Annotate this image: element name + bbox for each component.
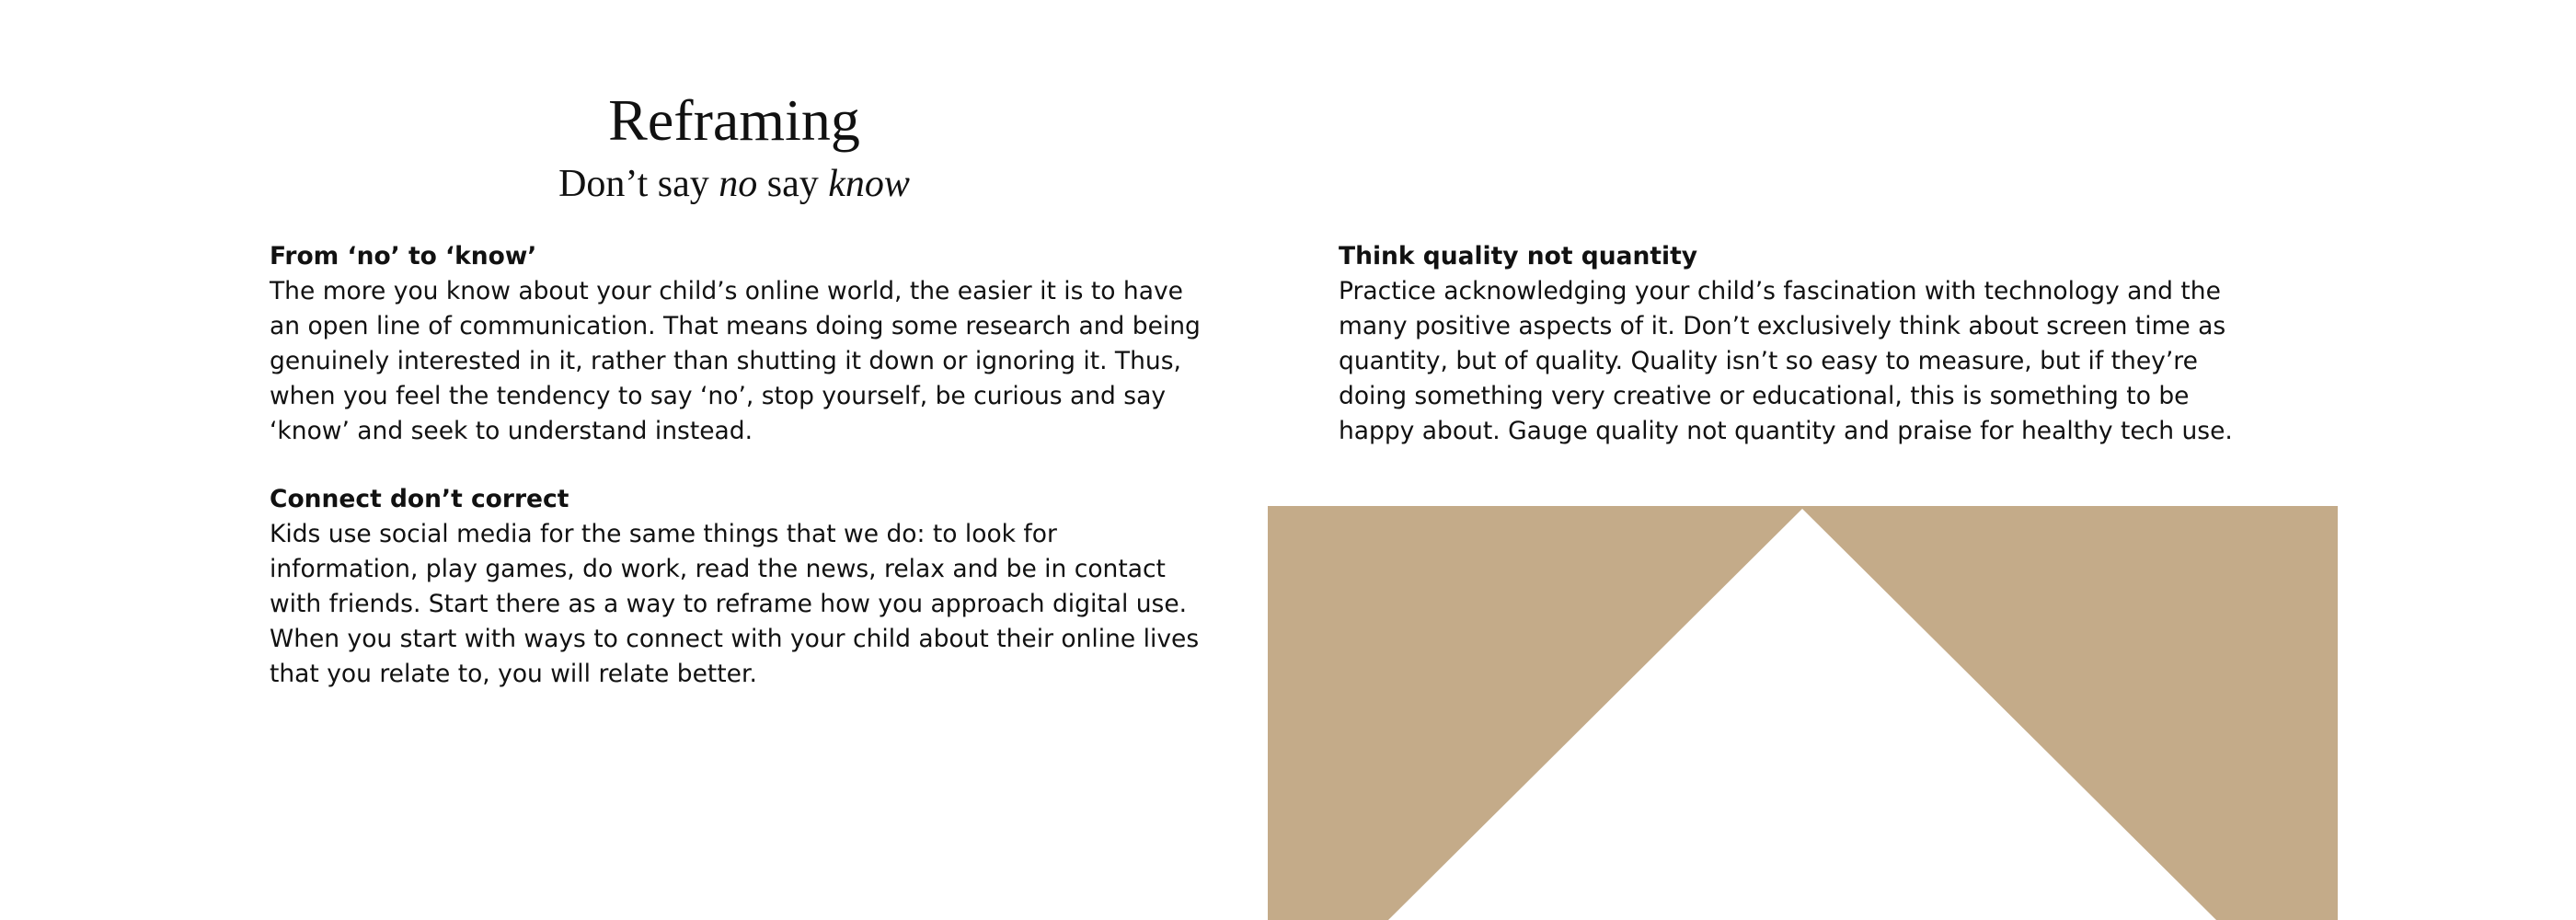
section-connect-dont-correct [270,482,1208,692]
page-title: Reframing [608,87,860,153]
subtitle-part2: say [757,163,829,205]
section-think-quality [1339,239,2268,449]
section-heading: Connect don’t correct [270,485,569,513]
decorative-graphic [1268,506,2338,920]
section-heading: Think quality not quantity [1339,242,1698,270]
section-body: Practice acknowledging your child’s fascination with technology and the many positive aspects of it. Don’t exclusively think about screen time as quantity, but of quality. Quality isn’t so easy to measure, but if they’re doing something very creative or educational, this is something to be happy about. Gauge quality not quantity and praise for healthy tech use. [1339,277,2233,445]
section-body: Kids use social media for the same things that we do: to look for information, play games, do work, read the news, relax and be in contact with friends. Start there as a way to reframe how you approach digital use. When you start with ways to connect with your child about their online lives that you relate to, you will relate better. [270,520,1200,688]
section-heading: From ‘no’ to ‘know’ [270,242,537,270]
section-body: The more you know about your child’s online world, the easier it is to have an open line of communication. That means doing some research and being genuinely interested in it, rather than shutting it down or ignoring it. Thus, when you feel the tendency to say ‘no’, stop yourself, be curious and say ‘know’ and seek to understand instead. [270,277,1201,445]
tan-block-with-white-peak [1268,506,2338,920]
subtitle-know: know [828,163,910,205]
section-from-no-to-know [270,239,1208,449]
subtitle-no: no [719,163,758,205]
page-header [270,85,1199,208]
page-subtitle [270,160,1199,208]
subtitle-part1: Don’t say [558,163,719,205]
